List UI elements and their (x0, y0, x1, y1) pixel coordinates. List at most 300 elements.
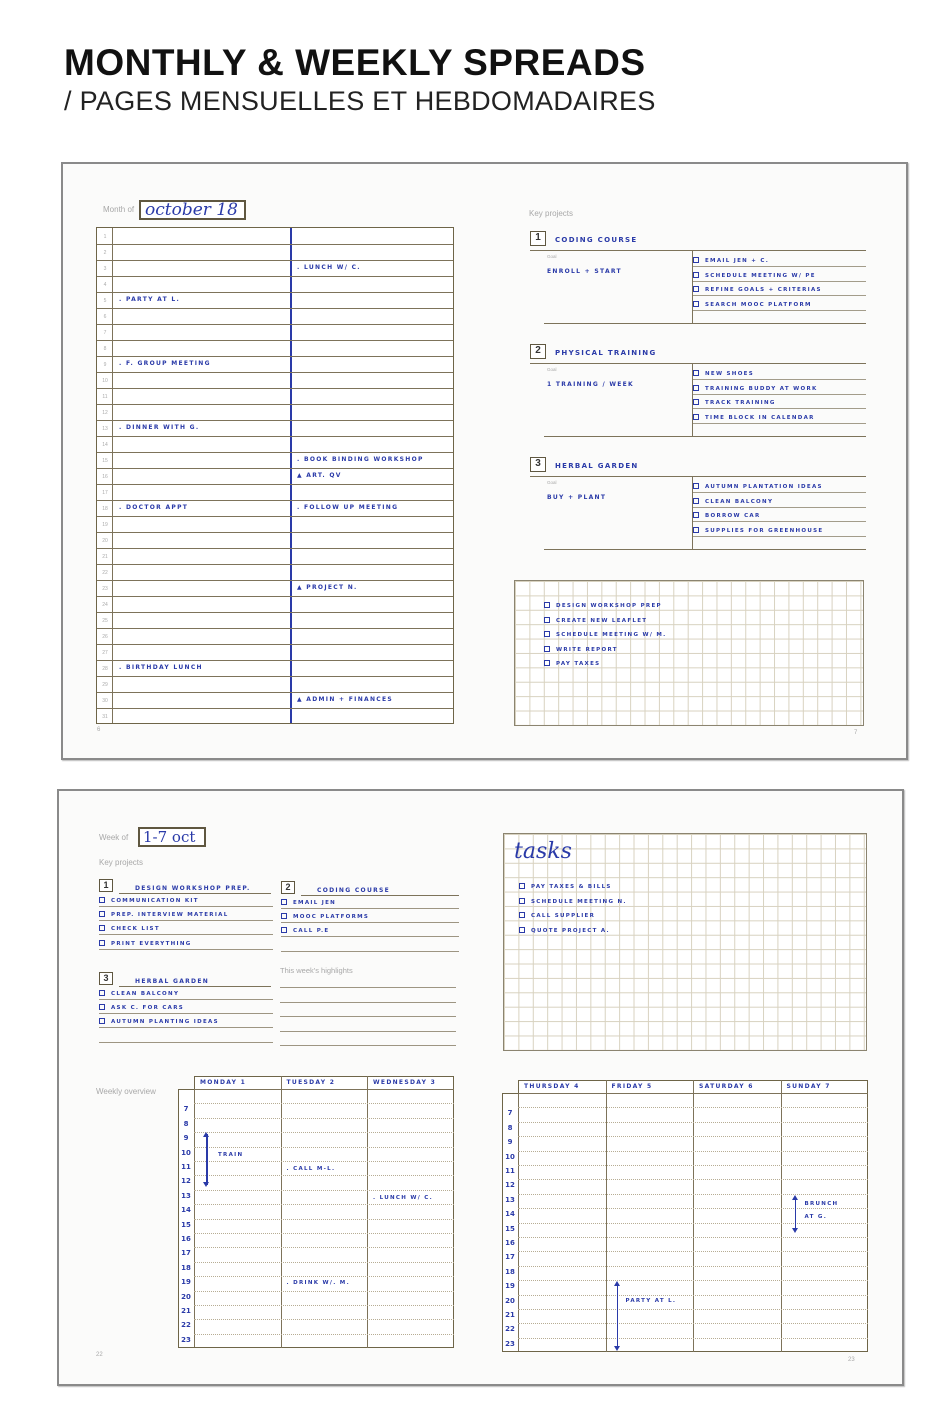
task-text: TRAINING BUDDY AT WORK (705, 385, 818, 392)
hour-label: 10 (505, 1152, 515, 1161)
hour-label: 8 (507, 1123, 513, 1132)
project-number: 3 (530, 457, 546, 472)
highlight-line[interactable] (280, 987, 456, 988)
row-line (97, 628, 453, 629)
hour-label: 14 (505, 1210, 515, 1219)
row-line (97, 708, 453, 709)
tasks-grid (503, 833, 867, 1051)
checkbox-icon[interactable] (693, 512, 699, 518)
hour-label: 19 (181, 1278, 191, 1287)
hour-label: 21 (505, 1311, 515, 1319)
hour-label: 11 (505, 1167, 515, 1175)
day-number: 2 (103, 250, 107, 256)
row-line (97, 468, 453, 469)
task-text: CLEAN BALCONY (111, 991, 180, 997)
project-rule (530, 363, 866, 364)
task-rule (99, 949, 273, 950)
task-rule (692, 521, 866, 522)
row-line (97, 548, 453, 549)
hour-label: 9 (183, 1134, 189, 1143)
task-text: SCHEDULE MEETING N. (531, 898, 627, 905)
row-line (97, 356, 453, 357)
task-text: EMAIL JEN + C. (705, 258, 770, 264)
checkbox-icon[interactable] (519, 883, 525, 889)
project-title[interactable]: PHYSICAL TRAINING (555, 349, 657, 357)
hour-label: 22 (181, 1321, 191, 1330)
highlight-line[interactable] (280, 1002, 456, 1003)
row-line (97, 404, 453, 405)
row-line (97, 692, 453, 693)
checkbox-icon[interactable] (693, 414, 699, 420)
project-task[interactable] (693, 498, 773, 505)
month-entry[interactable]: . BIRTHDAY LUNCH (119, 664, 203, 671)
checkbox-icon[interactable] (544, 646, 550, 652)
checkbox-icon[interactable] (99, 911, 105, 917)
task-rule (99, 1013, 273, 1014)
day-header: WEDNESDAY 3 (373, 1079, 437, 1086)
task-text: CHECK LIST (111, 926, 160, 933)
checkbox-icon[interactable] (693, 257, 699, 263)
goal-label: Goal (547, 480, 557, 485)
day-number: 15 (102, 458, 108, 464)
hour-rule (194, 1319, 454, 1320)
row-line (97, 324, 453, 325)
checkbox-icon[interactable] (99, 897, 105, 903)
task-rule (692, 379, 866, 380)
day-number: 10 (102, 378, 108, 384)
day-number: 6 (103, 314, 107, 320)
project-number: 2 (281, 881, 295, 894)
checkbox-icon[interactable] (693, 272, 699, 278)
task-text: BORROW CAR (705, 513, 761, 519)
row-line (97, 340, 453, 341)
month-entry[interactable]: . DOCTOR APPT (119, 504, 189, 511)
hour-label: 7 (507, 1109, 513, 1118)
month-label: Month of (103, 205, 135, 214)
day-number: 9 (103, 362, 107, 368)
checkbox-icon[interactable] (693, 498, 699, 504)
project-rule (119, 986, 271, 987)
hour-label: 13 (505, 1195, 515, 1204)
task-item[interactable] (519, 912, 595, 919)
hour-rule (194, 1132, 454, 1133)
hour-rule (518, 1338, 868, 1339)
hour-label: 16 (181, 1235, 191, 1243)
event-train[interactable]: TRAIN (218, 1151, 244, 1158)
weekly-page-number-left: 22 (96, 1352, 103, 1358)
project-title[interactable]: DESIGN WORKSHOP PREP. (135, 885, 251, 892)
hour-rule (194, 1118, 454, 1119)
checkbox-icon[interactable] (544, 617, 550, 623)
page-number-left: 6 (97, 727, 101, 733)
project-task[interactable] (693, 483, 823, 490)
checkbox-icon[interactable] (693, 385, 699, 391)
project-number: 2 (530, 344, 546, 359)
day-number: 23 (102, 586, 108, 592)
time-span-arrow-icon (617, 1283, 619, 1349)
row-line (97, 516, 453, 517)
task-rule (99, 1027, 273, 1028)
hour-rule (518, 1107, 868, 1108)
hour-rule (194, 1334, 454, 1335)
month-entry[interactable]: . F. GROUP MEETING (119, 360, 211, 367)
day-number: 24 (102, 602, 108, 608)
hour-rule (518, 1295, 868, 1296)
checkbox-icon[interactable] (519, 898, 525, 904)
checkbox-icon[interactable] (544, 631, 550, 637)
project-task[interactable] (693, 286, 822, 293)
hour-label: 12 (505, 1181, 515, 1190)
day-number: 5 (103, 298, 107, 304)
project-task[interactable] (99, 911, 229, 918)
hour-rule (518, 1151, 868, 1152)
hour-rule (518, 1179, 868, 1180)
hour-rule (194, 1219, 454, 1220)
task-rule (99, 1042, 273, 1043)
day-number: 16 (102, 474, 108, 480)
weekly-overview-label: Weekly overview (96, 1087, 156, 1096)
hour-label: 7 (183, 1105, 189, 1114)
hour-rule (194, 1103, 454, 1104)
task-rule (692, 408, 866, 409)
weekly-page-number-right: 23 (848, 1357, 855, 1363)
month-value-box (139, 200, 246, 220)
day-number: 31 (102, 714, 108, 720)
task-text: TIME BLOCK IN CALENDAR (705, 414, 815, 421)
event-call[interactable]: . CALL M-L. (286, 1166, 336, 1172)
hour-label: 20 (505, 1296, 515, 1305)
event-brunch[interactable]: BRUNCH (804, 1200, 839, 1207)
checkbox-icon[interactable] (693, 399, 699, 405)
todo-text: CREATE NEW LEAFLET (556, 617, 648, 624)
row-line (97, 388, 453, 389)
project-goal[interactable]: ENROLL + START (547, 268, 622, 275)
project-task[interactable] (693, 512, 761, 519)
event-brunch-location[interactable]: AT G. (804, 1214, 828, 1221)
row-line (97, 644, 453, 645)
hour-label: 23 (505, 1339, 515, 1348)
todo-item[interactable] (544, 631, 667, 638)
task-rule (692, 310, 866, 311)
checkbox-icon[interactable] (99, 940, 105, 946)
project-task[interactable] (693, 272, 816, 279)
weekly-key-projects-label: Key projects (99, 858, 144, 867)
weekly-spread (57, 789, 904, 1386)
key-projects-label: Key projects (529, 209, 574, 218)
hour-rule (518, 1266, 868, 1267)
project-number: 1 (99, 879, 113, 892)
hour-rule (518, 1251, 868, 1252)
project-task[interactable] (281, 927, 330, 934)
project-title[interactable]: HERBAL GARDEN (555, 462, 639, 470)
task-rule (99, 934, 273, 935)
task-rule (692, 281, 866, 282)
task-rule (281, 922, 459, 923)
day-number: 13 (102, 426, 108, 432)
hour-label: 13 (181, 1191, 191, 1200)
row-line (97, 292, 453, 293)
row-line (97, 308, 453, 309)
task-rule (692, 295, 866, 296)
hour-rule (194, 1262, 454, 1263)
time-span-arrow-icon (795, 1197, 797, 1231)
task-rule (692, 423, 866, 424)
hour-rule (194, 1190, 454, 1191)
hour-label: 22 (505, 1325, 515, 1334)
row-line (97, 260, 453, 261)
highlight-line[interactable] (280, 1031, 456, 1032)
checkbox-icon[interactable] (281, 899, 287, 905)
day-number: 12 (102, 410, 108, 416)
hour-rule (194, 1276, 454, 1277)
checkbox-icon[interactable] (99, 1004, 105, 1010)
project-task[interactable] (693, 527, 824, 534)
event-party[interactable]: PARTY AT L. (625, 1297, 677, 1304)
project-task[interactable] (693, 399, 776, 406)
task-rule (692, 536, 866, 537)
task-item[interactable] (519, 883, 612, 890)
month-entry[interactable]: . PARTY AT L. (119, 296, 181, 303)
hour-label: 10 (181, 1148, 191, 1157)
hour-rule (194, 1291, 454, 1292)
row-line (97, 244, 453, 245)
hour-label: 16 (505, 1239, 515, 1247)
month-entry[interactable]: . DINNER WITH G. (119, 424, 200, 431)
project-rule (119, 893, 271, 894)
task-item[interactable] (519, 927, 610, 934)
hour-rule (518, 1165, 868, 1166)
row-line (97, 436, 453, 437)
project-task[interactable] (99, 1004, 184, 1011)
project-task[interactable] (693, 414, 815, 421)
hour-rule (518, 1223, 868, 1224)
checkbox-icon[interactable] (693, 483, 699, 489)
task-rule (692, 492, 866, 493)
goal-label: Goal (547, 367, 557, 372)
project-task[interactable] (693, 385, 818, 392)
project-rule (530, 250, 866, 251)
month-entry[interactable]: ▲ ART. QV (297, 472, 342, 479)
checkbox-icon[interactable] (99, 990, 105, 996)
checkbox-icon[interactable] (99, 1018, 105, 1024)
day-header: SATURDAY 6 (699, 1083, 754, 1090)
project-task[interactable] (99, 990, 179, 997)
hour-label: 14 (181, 1206, 191, 1215)
task-rule (99, 999, 273, 1000)
day-header: SUNDAY 7 (786, 1083, 831, 1090)
hour-label: 23 (181, 1335, 191, 1344)
hour-label: 8 (183, 1119, 189, 1128)
row-line (97, 532, 453, 533)
project-task[interactable] (99, 1018, 219, 1025)
hour-rule (194, 1233, 454, 1234)
day-number: 8 (103, 346, 107, 352)
header-subtitle: / PAGES MENSUELLES ET HEBDOMADAIRES (64, 86, 656, 116)
week-value-box (138, 827, 206, 847)
row-line (97, 484, 453, 485)
hour-label: 15 (181, 1220, 191, 1229)
highlights-label: This week's highlights (280, 966, 353, 975)
checkbox-icon[interactable] (281, 927, 287, 933)
task-text: REFINE GOALS + CRITERIAS (705, 287, 822, 293)
task-text: PREP. INTERVIEW MATERIAL (111, 912, 229, 919)
project-number: 1 (530, 231, 546, 246)
month-value: october 18 (145, 200, 238, 220)
hour-label: 11 (181, 1163, 191, 1171)
hour-label: 21 (181, 1307, 191, 1315)
row-line (97, 612, 453, 613)
task-text: SEARCH MOOC PLATFORM (705, 301, 812, 308)
task-rule (281, 936, 459, 937)
hour-label: 15 (505, 1224, 515, 1233)
hour-rule (518, 1309, 868, 1310)
hour-label: 18 (505, 1267, 515, 1276)
hour-rule (194, 1161, 454, 1162)
task-text: NEW SHOES (705, 371, 754, 377)
task-text: COMMUNICATION KIT (111, 898, 199, 904)
blue-column-divider (290, 228, 292, 723)
checkbox-icon[interactable] (693, 286, 699, 292)
project-rule (530, 476, 866, 477)
task-text: QUOTE PROJECT A. (531, 927, 610, 934)
header-rule (194, 1089, 454, 1090)
day-number: 22 (102, 570, 108, 576)
day-number: 7 (103, 330, 107, 336)
project-bottom-rule (544, 436, 866, 437)
month-entry[interactable]: . LUNCH W/ C. (297, 264, 361, 271)
task-rule (281, 951, 459, 952)
project-task[interactable] (693, 257, 769, 264)
checkbox-icon[interactable] (281, 913, 287, 919)
todo-item[interactable] (544, 602, 662, 609)
todo-text: SCHEDULE MEETING W/ M. (556, 632, 667, 638)
row-line (97, 276, 453, 277)
day-number: 17 (102, 490, 108, 496)
project-task[interactable] (281, 899, 336, 906)
project-bottom-rule (544, 549, 866, 550)
row-line (97, 452, 453, 453)
hour-label: 12 (181, 1177, 191, 1186)
project-task[interactable] (693, 370, 754, 377)
day-number: 19 (102, 522, 108, 528)
todo-text: PAY TAXES (556, 661, 601, 667)
checkbox-icon[interactable] (693, 301, 699, 307)
hour-rule (518, 1194, 868, 1195)
todo-item[interactable] (544, 660, 600, 667)
day-header: MONDAY 1 (200, 1079, 247, 1086)
row-line (97, 420, 453, 421)
project-goal[interactable]: 1 TRAINING / WEEK (547, 381, 634, 388)
month-entry[interactable]: . BOOK BINDING WORKSHOP (297, 456, 424, 463)
checkbox-icon[interactable] (544, 602, 550, 608)
task-rule (692, 394, 866, 395)
highlight-line[interactable] (280, 1045, 456, 1046)
hour-rule (518, 1323, 868, 1324)
day-number: 14 (102, 442, 108, 448)
checkbox-icon[interactable] (99, 925, 105, 931)
task-text: SCHEDULE MEETING W/ PE (705, 272, 816, 279)
day-number: 30 (102, 698, 108, 704)
day-header: TUESDAY 2 (286, 1079, 336, 1086)
project-rule (301, 895, 459, 896)
checkbox-icon[interactable] (519, 912, 525, 918)
task-text: AUTUMN PLANTATION IDEAS (705, 484, 823, 490)
hour-label: 19 (505, 1282, 515, 1291)
day-header: FRIDAY 5 (611, 1083, 653, 1090)
page-number-right: 7 (854, 730, 858, 736)
day-number: 29 (102, 682, 108, 688)
hour-rule (194, 1305, 454, 1306)
project-task[interactable] (99, 897, 199, 904)
month-entry[interactable]: ▲ ADMIN + FINANCES (297, 696, 393, 703)
day-number: 20 (102, 538, 108, 544)
highlight-line[interactable] (280, 1016, 456, 1017)
day-number: 25 (102, 618, 108, 624)
goal-label: Goal (547, 254, 557, 259)
todo-text: WRITE REPORT (556, 646, 618, 653)
task-text: TRACK TRAINING (705, 400, 776, 406)
event-drink[interactable]: . DRINK W/. M. (286, 1280, 350, 1287)
project-title[interactable]: CODING COURSE (555, 236, 638, 244)
checkbox-icon[interactable] (693, 370, 699, 376)
task-text: PAY TAXES & BILLS (531, 884, 612, 890)
row-line (97, 372, 453, 373)
month-calendar-table (96, 227, 454, 724)
project-goal[interactable]: BUY + PLANT (547, 494, 607, 501)
header-title: MONTHLY & WEEKLY SPREADS (64, 42, 646, 83)
task-rule (692, 266, 866, 267)
row-line (97, 580, 453, 581)
task-text: EMAIL JEN (293, 900, 337, 906)
hour-rule (194, 1147, 454, 1148)
task-text: CLEAN BALCONY (705, 498, 774, 505)
task-item[interactable] (519, 898, 627, 905)
project-task[interactable] (99, 940, 192, 947)
project-title[interactable]: CODING COURSE (317, 887, 391, 894)
project-task[interactable] (281, 913, 369, 920)
task-rule (99, 920, 273, 921)
project-task[interactable] (693, 301, 812, 308)
week-value: 1-7 oct (143, 828, 196, 846)
day-header: THURSDAY 4 (524, 1083, 580, 1090)
checkbox-icon[interactable] (519, 927, 525, 933)
task-text: PRINT EVERYTHING (111, 940, 192, 947)
tasks-title: tasks (514, 839, 572, 864)
time-span-arrow-icon (206, 1134, 208, 1185)
month-entry[interactable]: . FOLLOW UP MEETING (297, 504, 399, 511)
month-entry[interactable]: ▲ PROJECT N. (297, 584, 358, 591)
event-lunch[interactable]: . LUNCH W/ C. (373, 1194, 433, 1201)
hour-rule (518, 1208, 868, 1209)
day-number: 3 (103, 266, 107, 272)
hour-rule (518, 1122, 868, 1123)
task-rule (281, 908, 459, 909)
project-title[interactable]: HERBAL GARDEN (135, 978, 210, 985)
row-line (97, 596, 453, 597)
hour-rule (518, 1237, 868, 1238)
day-number: 21 (102, 554, 108, 560)
project-task[interactable] (99, 925, 160, 932)
task-text: MOOC PLATFORMS (293, 914, 370, 921)
day-number: 26 (102, 634, 108, 640)
hour-label: 9 (507, 1138, 513, 1147)
todo-item[interactable] (544, 617, 647, 624)
checkbox-icon[interactable] (693, 527, 699, 533)
task-rule (692, 507, 866, 508)
task-rule (99, 906, 273, 907)
todo-item[interactable] (544, 646, 618, 653)
checkbox-icon[interactable] (544, 660, 550, 666)
